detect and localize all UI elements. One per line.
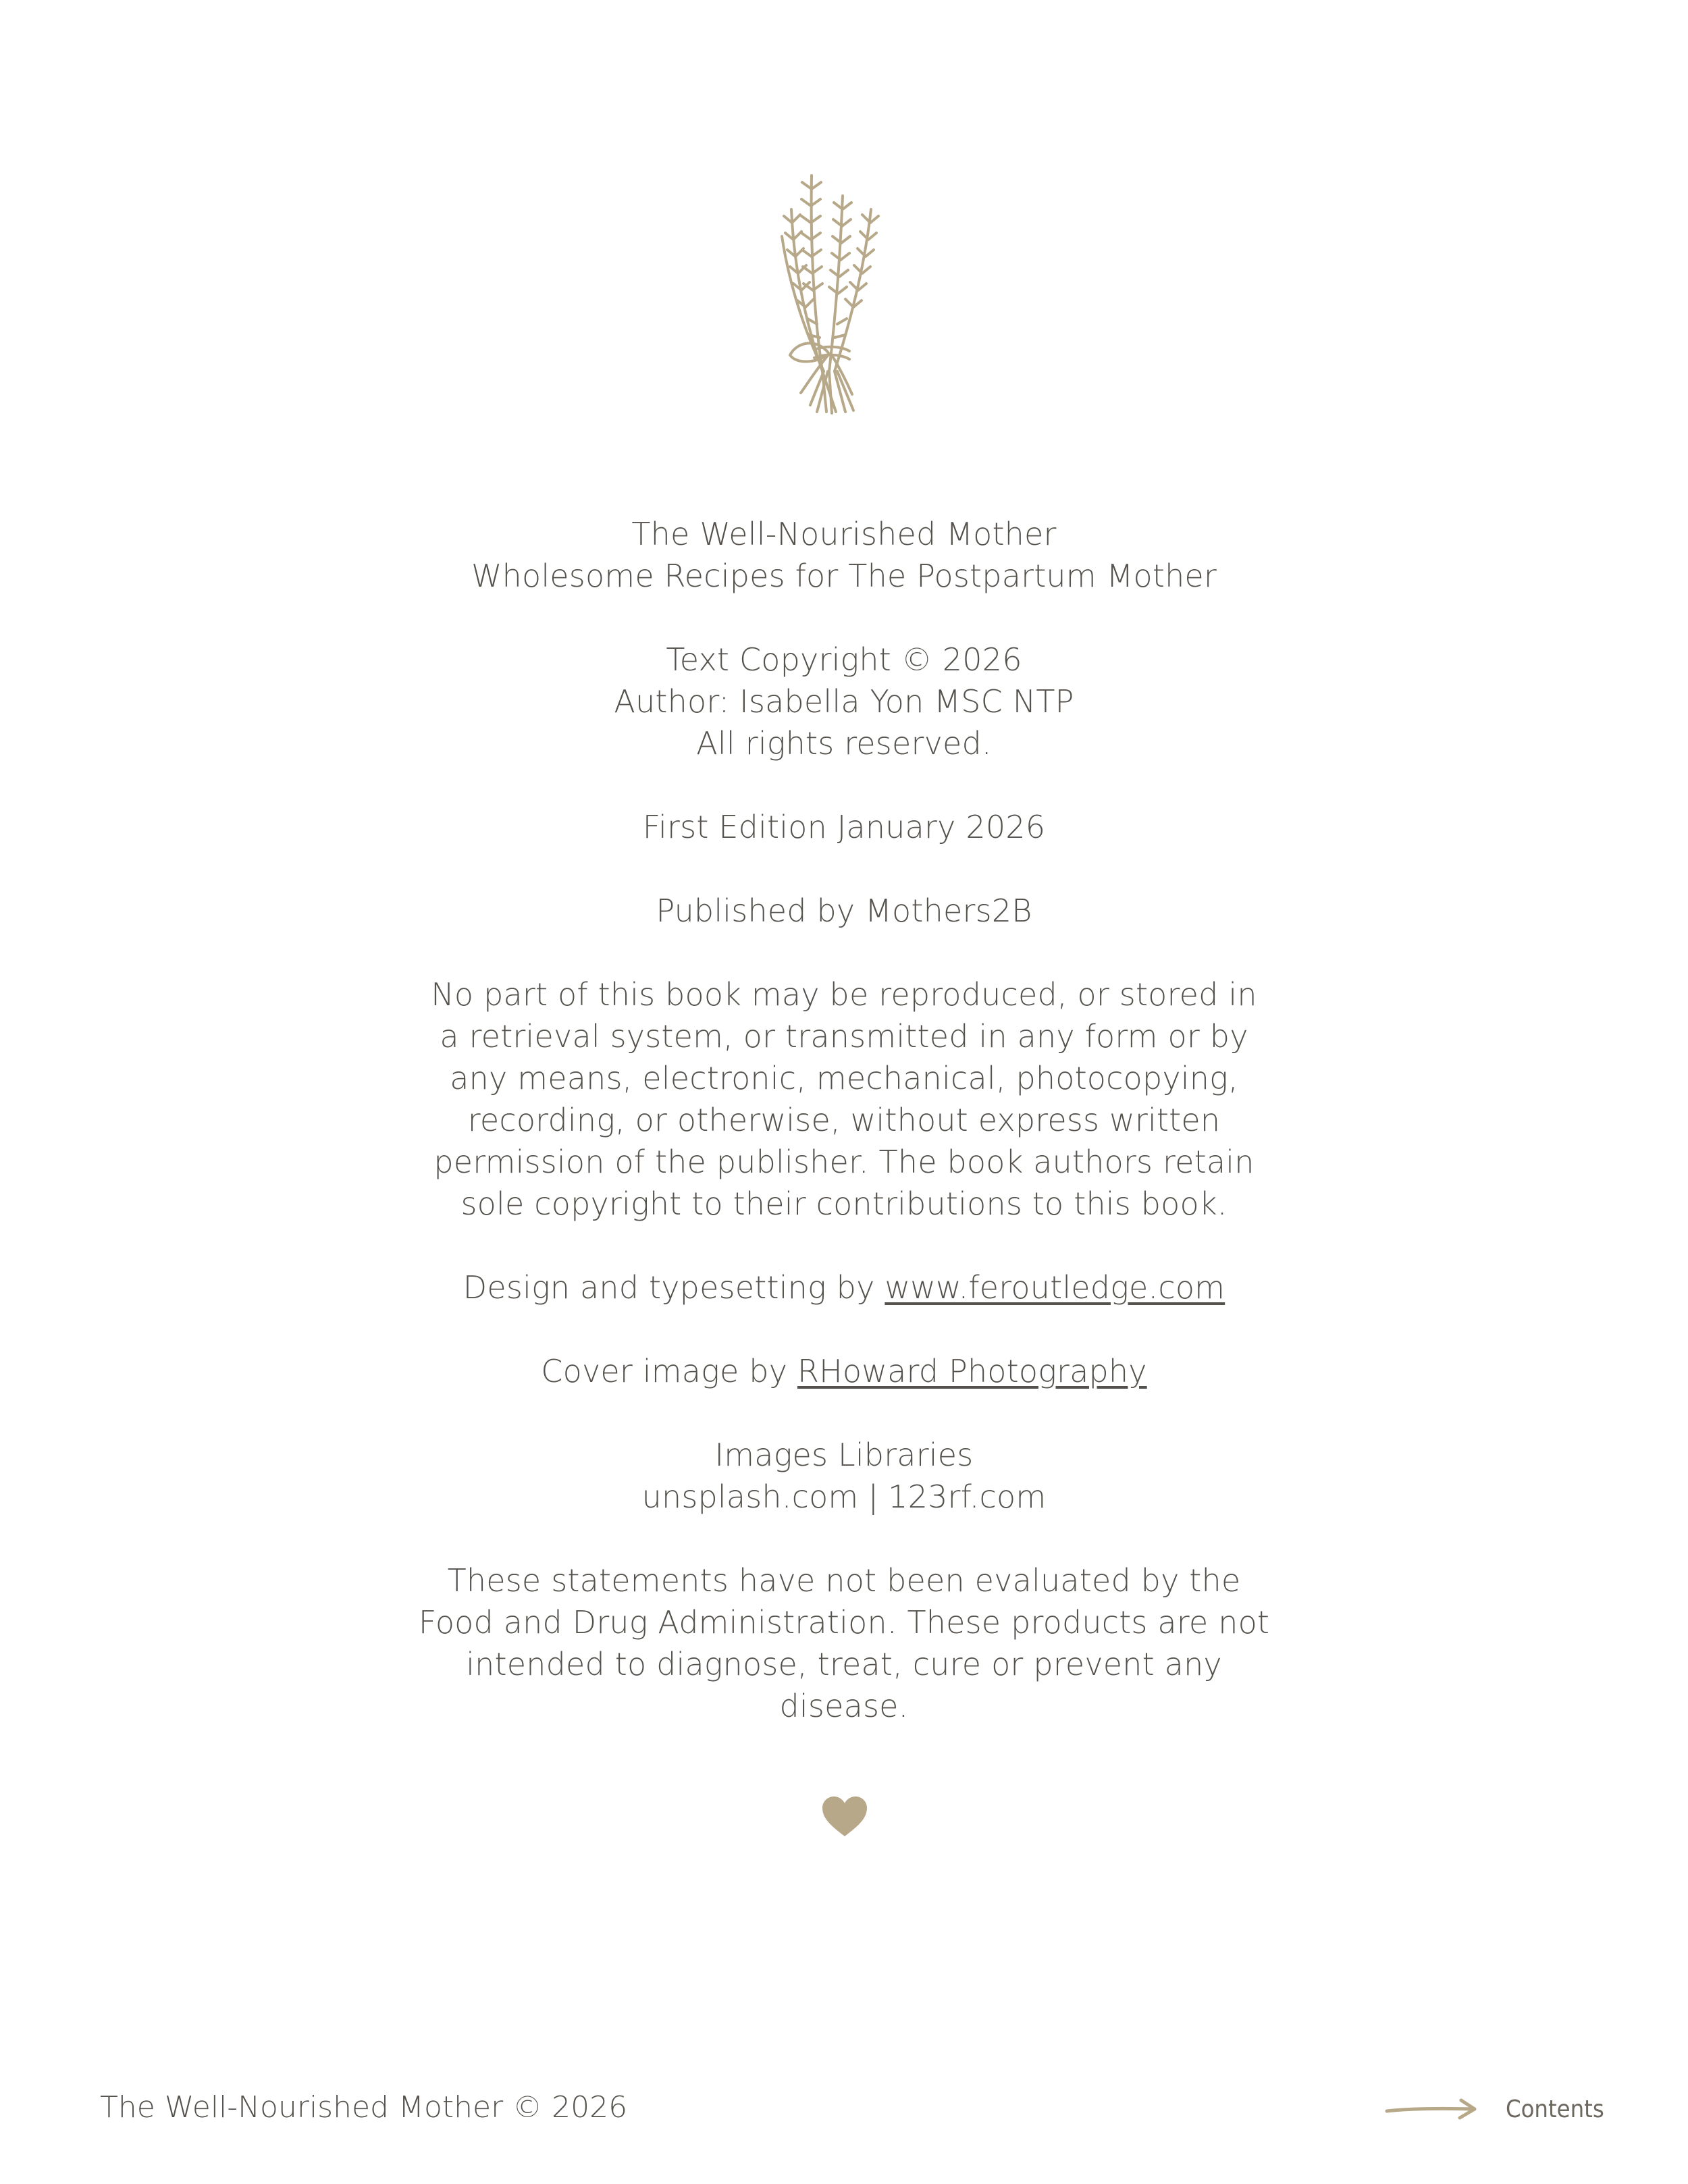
- fda-disclaimer: [304, 1560, 1384, 1727]
- design-credit: [304, 1267, 1384, 1308]
- reproduction-disclaimer-text: No part of this book may be reproduced, or stored in a retrieval system, or transmitted in any form or by any means, electronic, mechanical, photocopying, recording, or otherwise, without express written permission of the publisher. The book authors retain sole copyright to their contributions to this book.: [431, 976, 1257, 1222]
- images-separator: |: [868, 1479, 879, 1515]
- fda-disclaimer-text: These statements have not been evaluated by the Food and Drug Administration. These products are not intended to diagnose, treat, cure or prevent any disease.: [418, 1562, 1270, 1724]
- image-source-unsplash: unsplash.com: [641, 1479, 859, 1515]
- book-title: The Well-Nourished Mother: [631, 516, 1057, 552]
- heart-icon: [821, 1796, 868, 1838]
- cover-link[interactable]: RHoward Photography: [797, 1353, 1147, 1389]
- images-sources: [304, 1476, 1384, 1518]
- design-label: Design and typesetting by: [463, 1269, 875, 1306]
- rights-line: All rights reserved.: [696, 725, 992, 762]
- image-source-123rf: 123rf.com: [888, 1479, 1047, 1515]
- arrow-right-icon[interactable]: [1384, 2098, 1479, 2121]
- book-subtitle: Wholesome Recipes for The Postpartum Mother: [471, 558, 1217, 594]
- herb-bundle-icon: [770, 169, 898, 419]
- contents-link[interactable]: Contents: [1506, 2095, 1604, 2123]
- cover-label: Cover image by: [541, 1353, 788, 1389]
- cover-credit: [304, 1350, 1384, 1392]
- footer-copyright: The Well-Nourished Mother © 2026: [100, 2090, 628, 2125]
- author-line: Author: Isabella Yon MSC NTP: [614, 683, 1074, 720]
- copyright-block: [304, 639, 1384, 764]
- edition-line: First Edition January 2026: [642, 809, 1046, 845]
- images-heading: Images Libraries: [714, 1437, 974, 1473]
- design-link[interactable]: www.feroutledge.com: [885, 1269, 1225, 1306]
- publisher-line: Published by Mothers2B: [656, 893, 1032, 929]
- title-block: [304, 513, 1384, 597]
- reproduction-disclaimer: [304, 974, 1384, 1225]
- copyright-content: [304, 513, 1384, 1727]
- images-libraries: [304, 1434, 1384, 1518]
- copyright-text: Text Copyright © 2026: [666, 641, 1022, 678]
- footer-nav[interactable]: [1384, 2090, 1604, 2128]
